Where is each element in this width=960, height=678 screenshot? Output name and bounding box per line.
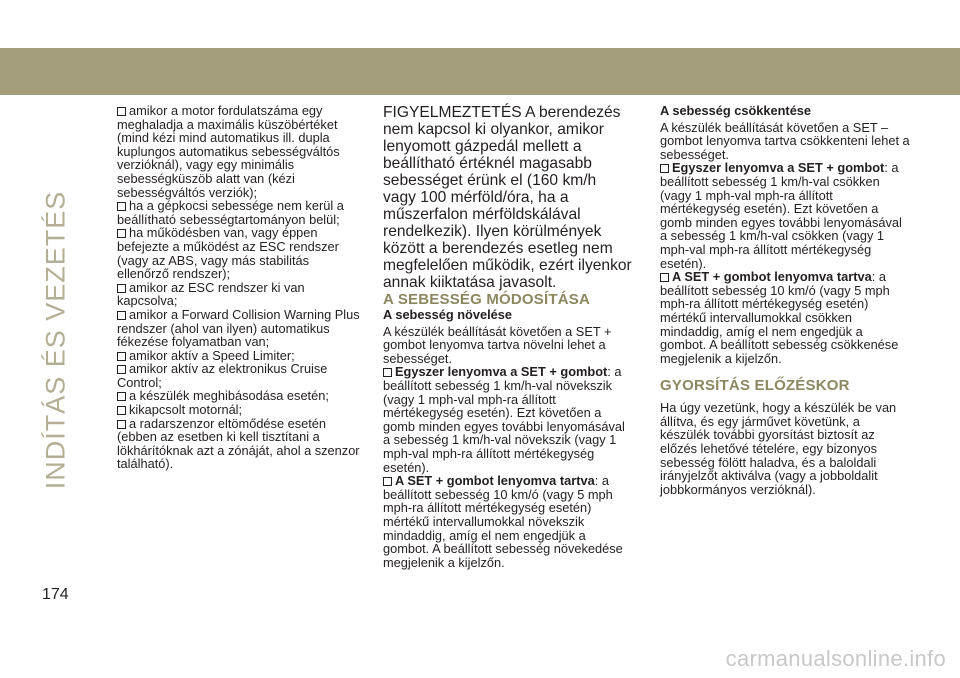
checkbox-icon bbox=[117, 311, 126, 320]
warning-text: FIGYELMEZTETÉS A berendezés nem kapcsol ki olyankor, amikor lenyomott gázpedál mellett a beállítható értéknél magasabb sebességet érünk el (160 km/h vagy 100 mérföld/óra, ha a műszerfalon mérföldskálával rendelkezik). Ilyen körülmények között a berendezés esetleg nem megfelelően működik, ezért ilyenkor annak kiiktatása javasolt. bbox=[383, 104, 632, 291]
column-1 bbox=[117, 104, 361, 471]
subheading: A sebesség növelése bbox=[383, 307, 512, 322]
list-item: A SET + gombot lenyomva tartva: a beállított sebesség 10 km/ó (vagy 5 mph mph-ra állított mértékegység esetén) mértékű intervallumokkal növekszik mindaddig, amíg el nem engedjük a gombot. A beállított sebesség növekedése megjelenik a kijelzőn. bbox=[383, 473, 623, 570]
list-item: amikor a Forward Collision Warning Plus rendszer (ahol van ilyen) automatikus fékezése folyamatban van; bbox=[117, 306, 360, 350]
checkbox-icon bbox=[117, 392, 126, 401]
checkbox-icon bbox=[383, 368, 392, 377]
column-3 bbox=[660, 104, 910, 496]
list-item: A SET + gombot lenyomva tartva: a beállított sebesség 10 km/ó (vagy 5 mph mph-ra állított mértékegység esetén) mértékű intervallumokkal csökken mindaddig, amíg el nem engedjük a gombot. A beállított sebesség csökkenése megjelenik a kijelzőn. bbox=[660, 269, 899, 366]
paragraph: A készülék beállítását követően a SET + gombot lenyomva tartva növelni lehet a sebességet. bbox=[383, 323, 612, 366]
column-2 bbox=[383, 104, 633, 569]
section-side-title: INDÍTÁS ÉS VEZETÉS bbox=[40, 190, 71, 490]
checkbox-icon bbox=[660, 273, 669, 282]
checkbox-icon bbox=[117, 406, 126, 415]
list-item: a radarszenzor eltömődése esetén (ebben az esetben ki kell tisztítani a lökhárítóknak azt a zónáját, ahol a szenzor található). bbox=[117, 415, 360, 472]
list-item: amikor az ESC rendszer ki van kapcsolva; bbox=[117, 279, 305, 309]
list-item: amikor aktív a Speed Limiter; bbox=[117, 349, 361, 363]
section-heading: GYORSÍTÁS ELŐZÉSKOR bbox=[660, 377, 850, 395]
header-band bbox=[0, 48, 960, 95]
checkbox-icon bbox=[117, 229, 126, 238]
checkbox-icon bbox=[117, 352, 126, 361]
page-number: 174 bbox=[42, 586, 69, 603]
list-item: Egyszer lenyomva a SET + gombot: a beállított sebesség 1 km/h-val csökken (vagy 1 mph-val mph-ra állított mértékegység esetén). Ezt követően a gomb minden egyes további lenyomásával a sebesség 1 km/h-val csökken (vagy 1 mph-val mph-ra állított mértékegység esetén). bbox=[660, 160, 902, 271]
checkbox-icon bbox=[117, 284, 126, 293]
paragraph: Ha úgy vezetünk, hogy a készülék be van állítva, és egy járművet követünk, a készülék további gyorsítást biztosít az előzés lehetővé tételére, egy bizonyos sebesség fölött haladva, és a baloldali irányjelzőt aktiválva (vagy a jobboldalit jobbkormányos verzióknál). bbox=[660, 400, 897, 497]
list-item: kikapcsolt motornál; bbox=[117, 403, 361, 417]
watermark: carmanualsonline.info bbox=[725, 646, 946, 671]
list-item: ha a gépkocsi sebessége nem kerül a beállítható sebességtartományon belül; bbox=[117, 198, 344, 227]
checkbox-icon bbox=[383, 477, 392, 486]
checkbox-icon bbox=[117, 420, 126, 429]
list-item: a készülék meghibásodása esetén; bbox=[117, 389, 361, 403]
checkbox-icon bbox=[117, 202, 126, 211]
subheading: A sebesség csökkentése bbox=[660, 103, 812, 118]
list-item: ha működésben van, vagy éppen befejezte a működést az ESC rendszer (vagy az ABS, vagy más stabilitás ellenőrző rendszer); bbox=[117, 225, 339, 282]
section-heading: A SEBESSÉG MÓDOSÍTÁSA bbox=[383, 291, 591, 308]
checkbox-icon bbox=[117, 365, 126, 374]
checkbox-icon bbox=[660, 164, 669, 173]
checkbox-icon bbox=[117, 107, 126, 116]
paragraph: A készülék beállítását követően a SET – gombot lenyomva tartva csökkenteni lehet a sebességet. bbox=[660, 119, 910, 162]
list-item: Egyszer lenyomva a SET + gombot: a beállított sebesség 1 km/h-val növekszik (vagy 1 mph-val mph-ra állított mértékegység esetén). Ezt követően a gomb minden egyes további lenyomásával a sebesség 1 km/h-val növekszik (vagy 1 mph-val mph-ra állított mértékegység esetén). bbox=[383, 364, 625, 475]
list-item: amikor a motor fordulatszáma egy meghaladja a maximális küszöbértéket (mind kézi mind automatikus ill. dupla kuplungos automatikus sebességváltós verzióknál), vagy egy minimális sebességküszöb alatt van (kézi sebességváltós verziók); bbox=[117, 103, 340, 200]
list-item: amikor aktív az elektronikus Cruise Control; bbox=[117, 361, 328, 390]
